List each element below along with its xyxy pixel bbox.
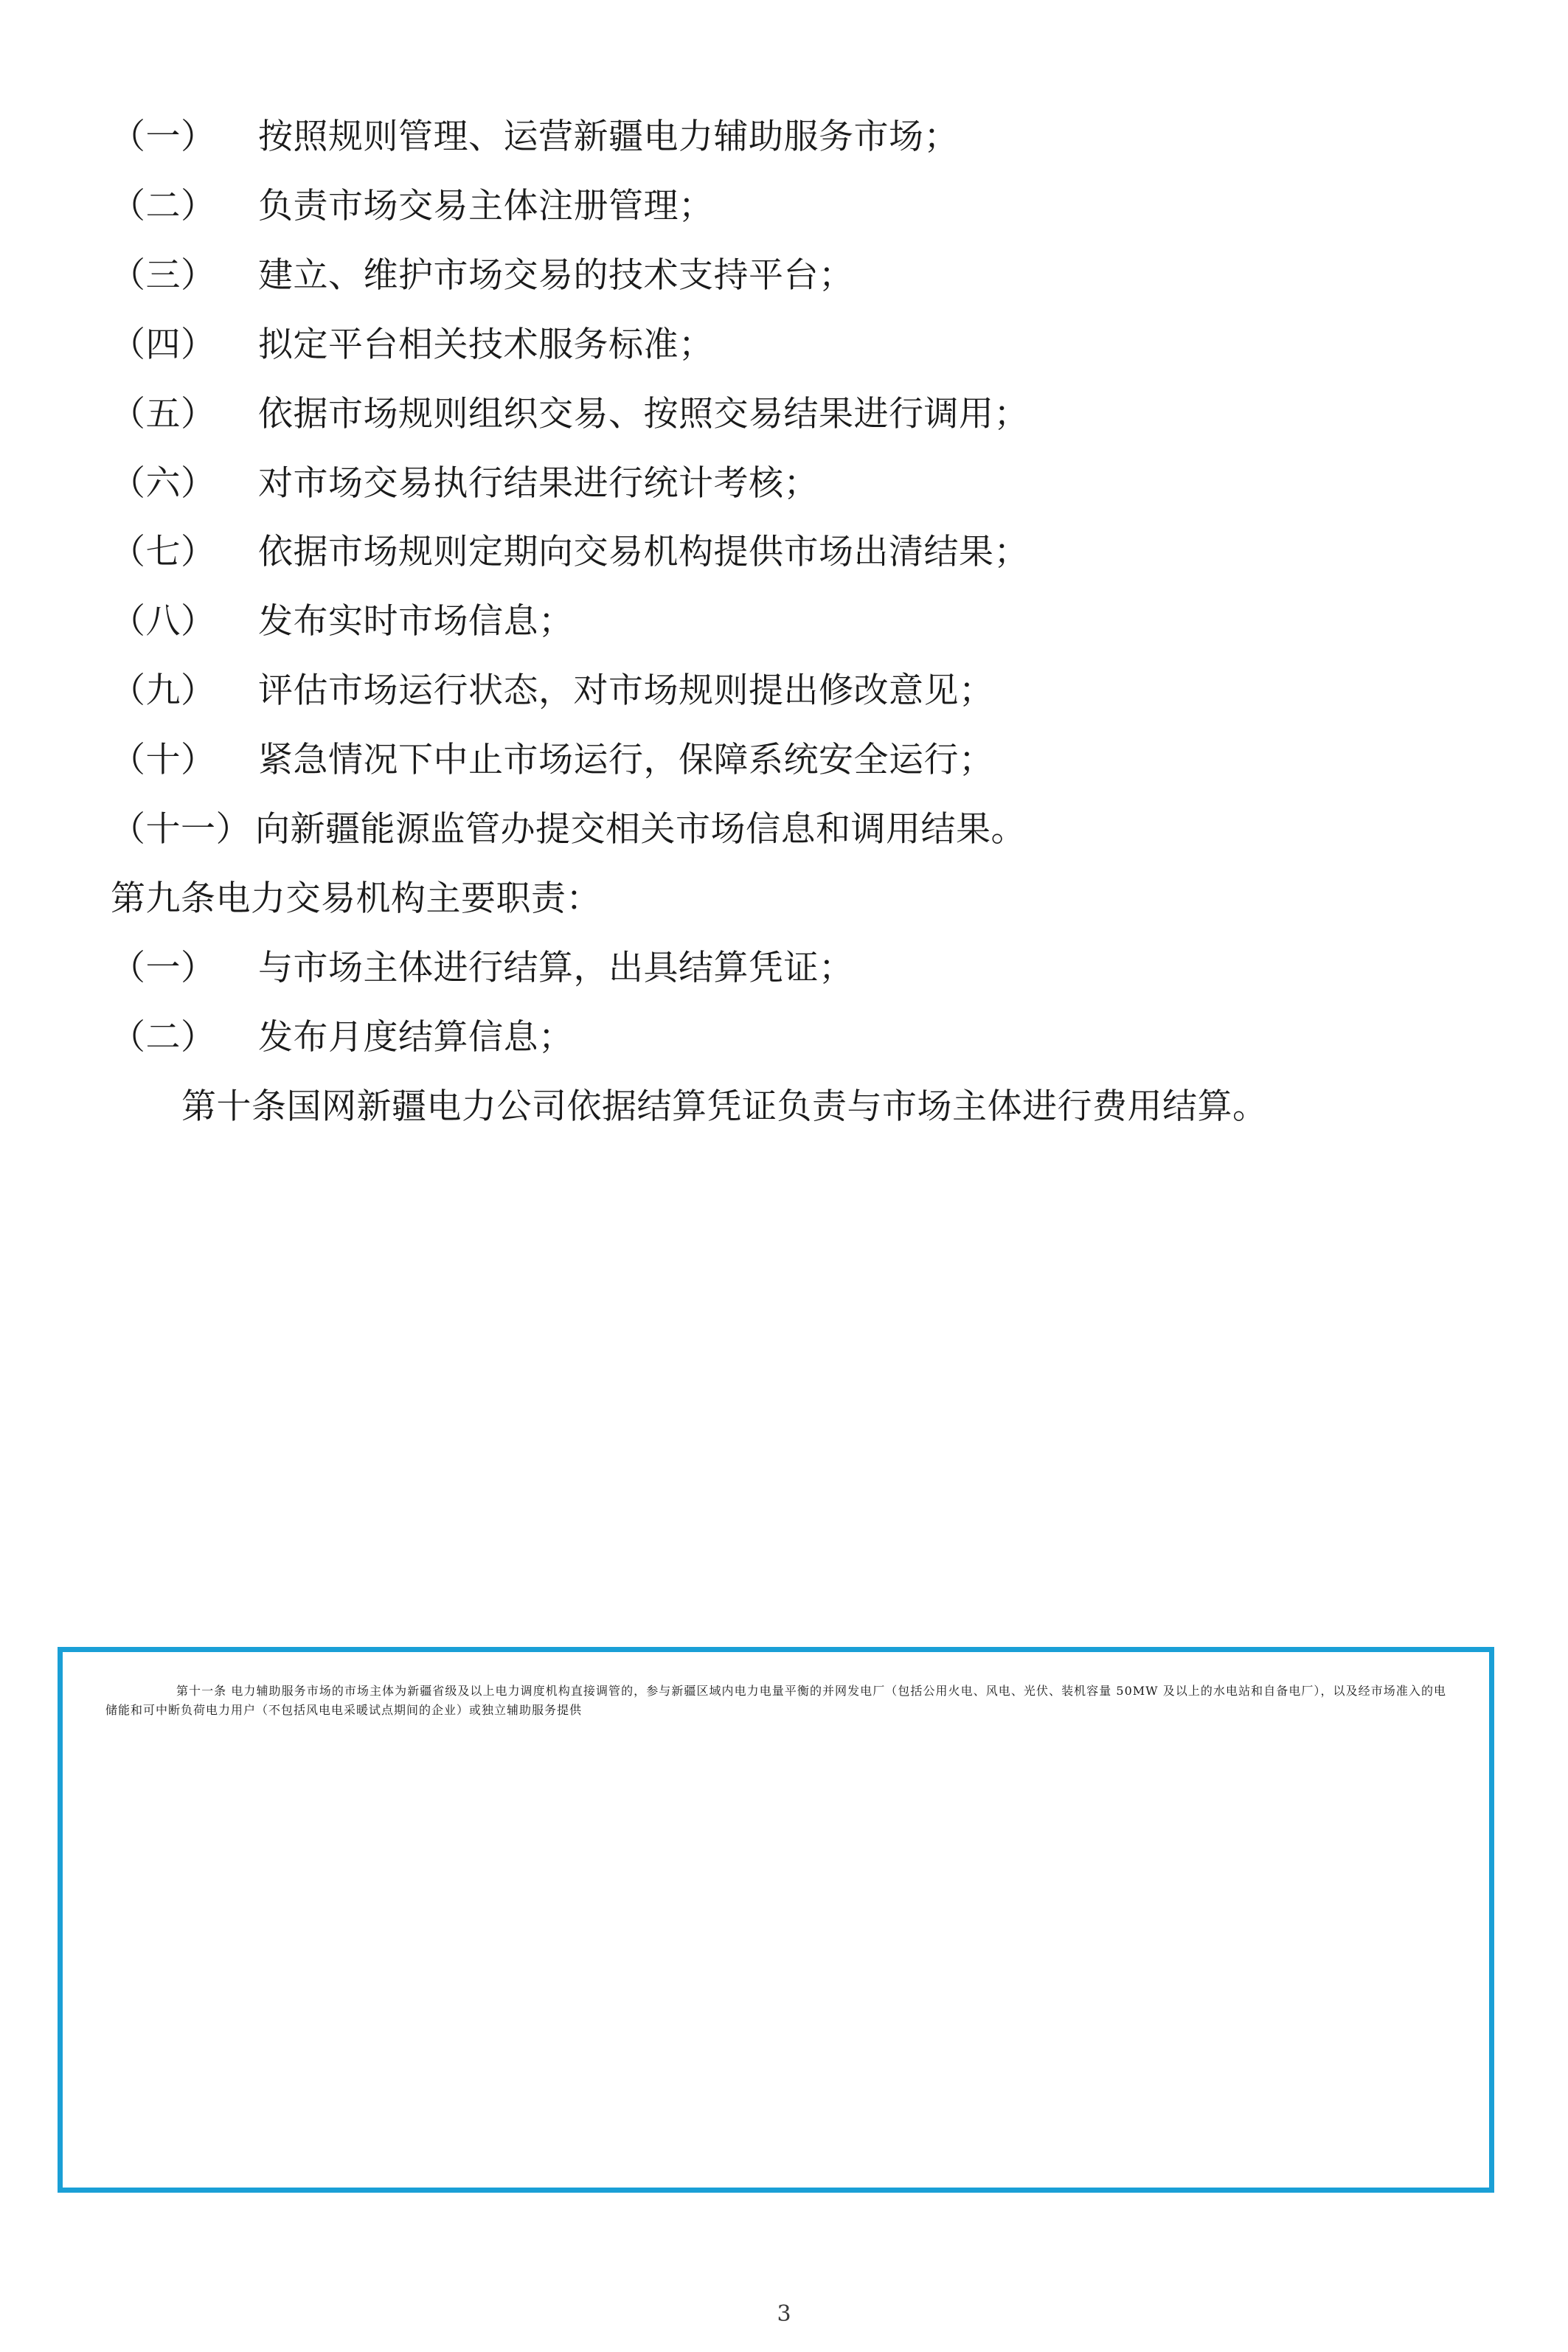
clause-marker: （六） — [111, 462, 216, 504]
list-item — [111, 388, 1428, 441]
list-item — [111, 111, 1428, 164]
clause-marker: （九） — [111, 670, 216, 712]
article-eleven-paragraph: 第十一条 电力辅助服务市场的市场主体为新疆省级及以上电力调度机构直接调管的，参与新疆区域内电力电量平衡的并网发电厂（包括公用火电、风电、光伏、装机容量 50MW 及以上的水电站和自备电厂），以及经市场准入的电储能和可中断负荷电力用户（不包括风电电采暖试点期间的企业）或独立辅助服务提供 — [105, 1684, 1446, 1717]
clause-marker: （七） — [111, 532, 216, 573]
clause-text: 评估市场运行状态，对市场规则提出修改意见； — [258, 670, 994, 712]
clause-marker: （五） — [111, 393, 216, 434]
list-item — [111, 1011, 1428, 1064]
list-item — [111, 319, 1428, 372]
clause-marker: （八） — [111, 601, 216, 642]
clause-text: 对市场交易执行结果进行统计考核； — [258, 462, 819, 504]
list-item — [111, 595, 1428, 648]
clause-text: 建立、维护市场交易的技术支持平台； — [258, 254, 854, 296]
list-item — [111, 942, 1428, 995]
clause-text: 负责市场交易主体注册管理； — [258, 185, 714, 226]
clause-marker: （一） — [111, 947, 216, 988]
clause-text: 与市场主体进行结算，出具结算凭证； — [258, 947, 854, 988]
list-item — [111, 180, 1428, 233]
page-number: 3 — [777, 2301, 791, 2327]
clause-text: 按照规则管理、运营新疆电力辅助服务市场； — [258, 117, 959, 157]
list-item — [111, 457, 1428, 510]
clause-marker: （一） — [111, 117, 216, 157]
list-item — [111, 526, 1428, 579]
clause-text: 发布实时市场信息； — [258, 601, 574, 642]
clause-marker: （四） — [111, 324, 216, 365]
clause-marker: （二） — [111, 1016, 216, 1058]
document-body — [111, 111, 1428, 1134]
list-item — [111, 249, 1428, 302]
clause-marker: （十） — [111, 740, 216, 781]
clause-text: 发布月度结算信息； — [258, 1016, 574, 1058]
highlighted-article-box — [58, 1647, 1494, 2193]
clause-text: 依据市场规则定期向交易机构提供市场出清结果； — [258, 532, 1029, 573]
list-item — [111, 803, 1428, 856]
clause-marker: （十一） — [111, 809, 251, 850]
clause-text: 向新疆能源监管办提交相关市场信息和调用结果。 — [255, 809, 1026, 850]
clause-text: 紧急情况下中止市场运行，保障系统安全运行； — [258, 740, 994, 781]
clause-marker: （二） — [111, 185, 216, 226]
list-item — [111, 734, 1428, 787]
clause-text: 拟定平台相关技术服务标准； — [258, 324, 714, 365]
clause-marker: （三） — [111, 254, 216, 296]
list-item — [111, 665, 1428, 718]
clause-text: 依据市场规则组织交易、按照交易结果进行调用； — [258, 393, 1029, 434]
article-nine-heading: 第九条电力交易机构主要职责： — [111, 878, 601, 919]
article-ten-paragraph: 第十条国网新疆电力公司依据结算凭证负责与市场主体进行费用结算。 — [181, 1086, 1268, 1127]
